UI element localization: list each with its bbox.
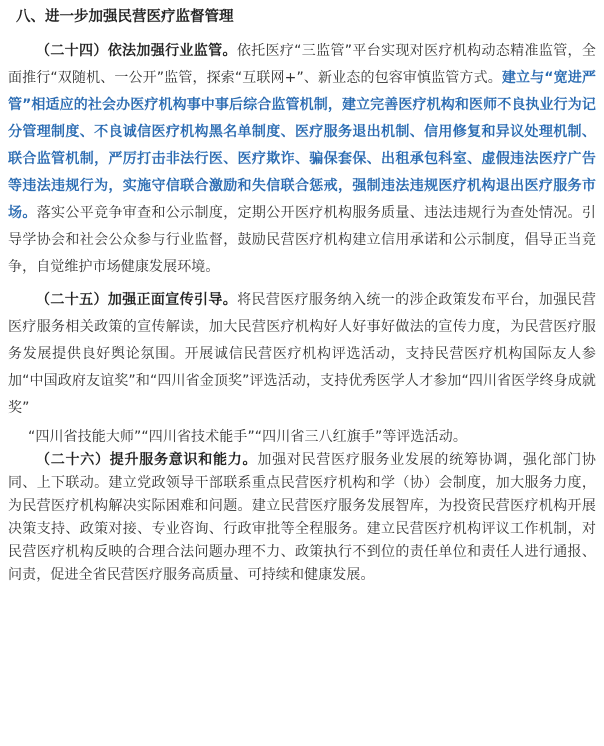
paragraph-25-text: 将民营医疗服务纳入统一的涉企政策发布平台，加强民营医疗服务相关政策的宣传解读，加大民营医疗机构好人好事好做法的宣传力度，为民营医疗服务发展提供良好舆论氛围。开展诚信民营医疗机构评选活动，支持民营医疗机构国际友人参加“中国政府友谊奖”和“四川省金顶奖”评选活动，支持优秀医学人才参加“四川省医学终身成就奖” (8, 292, 596, 416)
paragraph-26 (8, 449, 596, 587)
paragraph-24-highlight: 建立与“宽进严管”相适应的社会办医疗机构事中事后综合监管机制，建立完善医疗机构和医师不良执业行为记分管理制度、不良诚信医疗机构黑名单制度、医疗服务退出机制、信用修复和异议处理机制、联合监管机制，严厉打击非法行医、医疗欺诈、骗保套保、出租承包科室、虚假违法医疗广告等违法违规行为，实施守信联合激励和失信联合惩戒，强制违法违规医疗机构退出医疗服务市场。 (8, 70, 596, 221)
paragraph-25-text-2: “四川省技能大师”“四川省技术能手”“四川省三八红旗手”等评选活动。 (28, 429, 467, 445)
paragraph-25-continuation (28, 426, 596, 449)
paragraph-26-heading: （二十六）提升服务意识和能力。 (36, 452, 258, 468)
paragraph-26-text: 加强对民营医疗服务业发展的统筹协调，强化部门协同、上下联动。建立党政领导干部联系重点民营医疗机构和学（协）会制度，加大服务力度，为民营医疗机构解决实际困难和问题。建立民营医疗服务发展智库，为投资民营医疗机构开展决策支持、政策对接、专业咨询、行政审批等全程服务。建立民营医疗机构评议工作机制，对民营医疗机构反映的合理合法问题办理不力、政策执行不到位的责任单位和责任人进行通报、问责，促进全省民营医疗服务高质量、可持续和健康发展。 (8, 452, 596, 583)
paragraph-25 (8, 287, 596, 422)
section-title: 八、进一步加强民营医疗监督管理 (16, 9, 234, 25)
paragraph-24-text-2: 落实公平竞争审查和公示制度，定期公开医疗机构服务质量、违法违规行为查处情况。引导学协会和社会公众参与行业监督，鼓励民营医疗机构建立信用承诺和公示制度，倡导正当竞争，自觉维护市场健康发展环境。 (8, 205, 596, 275)
paragraph-24-text: 依托医疗“三监管”平台实现对医疗机构动态精准监管，全面推行“双随机、一公开”监管，探索“互联网+”、新业态的包容审慎监管方式。 (8, 43, 596, 86)
paragraph-25-heading: （二十五）加强正面宣传引导。 (36, 292, 238, 308)
paragraph-24 (8, 38, 596, 281)
paragraph-24-heading: （二十四）依法加强行业监管。 (36, 43, 237, 59)
